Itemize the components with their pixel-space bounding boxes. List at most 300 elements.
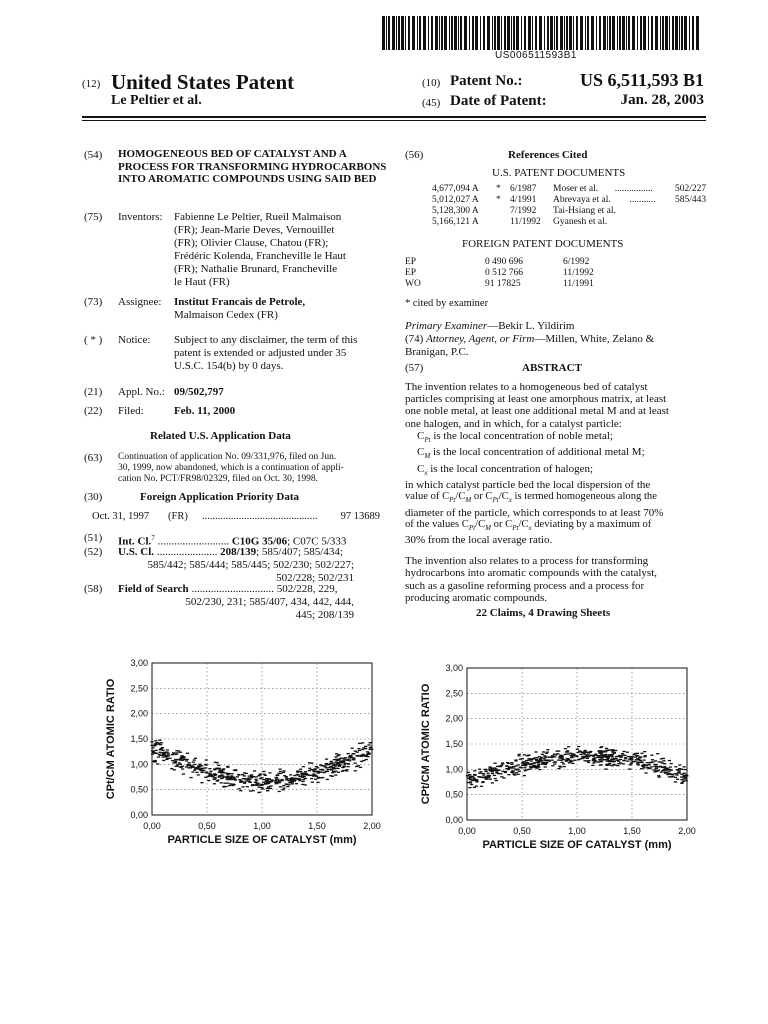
x-tick-label: 2,00 <box>678 826 696 836</box>
data-point <box>557 759 560 760</box>
data-point <box>358 750 361 751</box>
data-point <box>650 762 653 763</box>
abstract-line-6: value of $C_{Pt}/C_M$ or $C_{Pt}/C_x$ is termed homogeneous along the <box>405 491 657 505</box>
data-point <box>304 771 307 772</box>
continuation-line-2: 30, 1999, now abandoned, which is a continuation of appli- <box>118 463 344 473</box>
data-point <box>642 765 645 766</box>
data-point <box>512 767 515 768</box>
data-point <box>614 764 617 765</box>
barcode-bar <box>660 16 661 50</box>
data-point <box>362 747 365 748</box>
barcode-bar <box>535 16 537 50</box>
data-point <box>361 749 364 750</box>
barcode-bar <box>388 16 390 50</box>
notice-line-1: Subject to any disclaimer, the term of this <box>174 334 358 346</box>
data-point <box>289 774 292 775</box>
data-point <box>661 770 664 771</box>
data-point <box>475 781 478 782</box>
data-point <box>561 762 564 763</box>
data-point <box>216 762 219 763</box>
barcode-bar <box>480 16 481 50</box>
data-point <box>547 759 550 760</box>
data-point <box>156 763 159 764</box>
barcode-bar <box>454 16 457 50</box>
data-point <box>527 758 530 759</box>
data-point <box>640 753 643 754</box>
data-point <box>491 771 494 772</box>
data-point <box>517 755 520 756</box>
data-point <box>486 773 489 774</box>
data-point <box>488 775 491 776</box>
data-point <box>470 784 473 785</box>
int-cl-label: Int. Cl. <box>118 535 152 548</box>
definition-x: $C_x$ is the local concentration of halogen; <box>417 462 594 477</box>
attorney <box>405 333 705 359</box>
barcode-bar <box>603 16 606 50</box>
data-point <box>179 758 182 759</box>
data-point <box>627 756 630 757</box>
data-point <box>347 766 350 767</box>
data-point <box>579 754 582 755</box>
us-reference-name: Tai-Hsiang et al. <box>553 206 616 216</box>
data-point <box>511 772 514 773</box>
data-point <box>522 762 525 763</box>
foreign-reference-country: EP <box>405 257 417 267</box>
barcode-bar <box>560 16 563 50</box>
data-point <box>518 754 521 755</box>
data-point <box>192 767 195 768</box>
data-point <box>182 756 185 757</box>
definition-m: $C_M$ is the local concentration of additional metal M; <box>417 446 645 461</box>
barcode-bar <box>576 16 578 50</box>
data-point <box>497 773 500 774</box>
data-point <box>519 759 522 760</box>
data-point <box>662 758 665 759</box>
data-point <box>195 772 198 773</box>
data-point <box>601 757 604 758</box>
abstract-line-5: in which catalyst particle bed the local dispersion of the <box>405 478 651 491</box>
data-point <box>559 766 562 767</box>
foreign-reference-date: 11/1991 <box>563 279 594 289</box>
related-data-heading: Related U.S. Application Data <box>150 430 291 442</box>
barcode-bar <box>458 16 459 50</box>
data-point <box>205 764 208 765</box>
data-point <box>250 776 253 777</box>
data-point <box>190 765 193 766</box>
data-point <box>671 774 674 775</box>
data-point <box>241 774 244 775</box>
filed-label: Filed: <box>118 405 144 417</box>
data-point <box>197 774 200 775</box>
y-tick-label: 1,00 <box>445 764 463 775</box>
data-point <box>551 765 554 766</box>
data-point <box>651 759 654 760</box>
barcode-bar <box>681 16 683 50</box>
barcode-bar <box>497 16 500 50</box>
data-point <box>282 787 285 788</box>
data-point <box>155 753 158 754</box>
data-point <box>332 771 335 772</box>
data-point <box>646 762 649 763</box>
barcode-bar <box>622 16 625 50</box>
data-point <box>221 777 224 778</box>
code-51: (51) <box>84 532 103 544</box>
barcode-bar <box>587 16 589 50</box>
data-point <box>556 753 559 754</box>
data-point <box>606 759 609 760</box>
us-cl-block <box>118 546 354 585</box>
barcode-bar <box>672 16 674 50</box>
data-point <box>501 763 504 764</box>
barcode-bar <box>428 16 429 50</box>
code-74: (74) <box>405 333 424 345</box>
us-reference-star: * <box>496 184 501 194</box>
data-point <box>676 779 679 780</box>
data-point <box>669 766 672 767</box>
abstract-line-11: hydrocarbons into aromatic compounds with the catalyst, <box>405 567 658 580</box>
data-point <box>191 771 194 772</box>
data-point <box>654 760 657 761</box>
data-point <box>226 782 229 783</box>
data-point <box>628 758 631 759</box>
data-point <box>668 760 671 761</box>
filed-value: Feb. 11, 2000 <box>174 405 236 417</box>
data-point <box>614 750 617 751</box>
data-point <box>624 758 627 759</box>
data-point <box>330 761 333 762</box>
data-point <box>510 764 513 765</box>
data-point <box>295 783 298 784</box>
data-point <box>680 776 683 777</box>
data-point <box>238 779 241 780</box>
us-reference-name: Abrevaya et al. <box>553 195 611 205</box>
data-point <box>662 760 665 761</box>
foreign-reference-number: 91 17825 <box>485 279 521 289</box>
y-tick-label: 0,50 <box>130 784 148 795</box>
data-point <box>541 754 544 755</box>
us-reference-class: 502/227 <box>675 184 707 194</box>
data-point <box>568 762 571 763</box>
data-point <box>296 770 299 771</box>
data-point <box>154 750 157 751</box>
data-point <box>654 768 657 769</box>
data-point <box>200 782 203 783</box>
data-point <box>286 786 289 787</box>
data-point <box>179 752 182 753</box>
data-point <box>536 760 539 761</box>
data-point <box>643 751 646 752</box>
data-point <box>468 774 471 775</box>
data-point <box>521 765 524 766</box>
data-point <box>583 754 586 755</box>
data-point <box>357 765 360 766</box>
data-point <box>538 769 541 770</box>
barcode-bar <box>392 16 395 50</box>
data-point <box>576 749 579 750</box>
data-point <box>185 760 188 761</box>
data-point <box>661 763 664 764</box>
data-point <box>243 775 246 776</box>
data-point <box>678 770 681 771</box>
data-point <box>213 778 216 779</box>
data-point <box>501 771 504 772</box>
barcode-bar <box>573 16 574 50</box>
foreign-reference-country: WO <box>405 279 421 289</box>
data-point <box>206 772 209 773</box>
data-point <box>507 774 510 775</box>
x-axis-label: PARTICLE SIZE OF CATALYST (mm) <box>482 839 672 851</box>
data-point <box>523 767 526 768</box>
data-point <box>607 764 610 765</box>
barcode-bar <box>566 16 568 50</box>
data-point <box>605 748 608 749</box>
data-point <box>592 762 595 763</box>
code-54: (54) <box>84 149 103 161</box>
data-point <box>502 777 505 778</box>
y-axis-label: CPt/CM ATOMIC RATIO <box>105 678 117 800</box>
kind-code-12: (12) <box>82 78 101 90</box>
code-56: (56) <box>405 149 424 161</box>
data-point <box>217 765 220 766</box>
data-point <box>571 753 574 754</box>
data-point <box>275 783 278 784</box>
data-point <box>359 755 362 756</box>
data-point <box>246 786 249 787</box>
us-reference-dots: ................ <box>614 184 653 194</box>
us-cl-dots: ...................... <box>156 546 218 558</box>
data-point <box>266 790 269 791</box>
data-point <box>491 782 494 783</box>
data-point <box>347 763 350 764</box>
data-point <box>332 768 335 769</box>
continuation-text <box>118 452 386 485</box>
x-tick-label: 0,50 <box>513 826 531 836</box>
data-point <box>342 761 345 762</box>
data-point <box>633 761 636 762</box>
data-point <box>587 760 590 761</box>
data-point <box>280 779 283 780</box>
data-point <box>621 753 624 754</box>
foreign-reference-country: EP <box>405 268 417 278</box>
data-point <box>656 753 659 754</box>
data-point <box>266 788 269 789</box>
data-point <box>489 767 492 768</box>
data-point <box>585 751 588 752</box>
data-point <box>577 746 580 747</box>
us-cl-label: U.S. Cl. <box>118 546 155 558</box>
data-point <box>208 768 211 769</box>
data-point <box>334 774 337 775</box>
data-point <box>261 788 264 789</box>
data-point <box>482 774 485 775</box>
barcode-bar <box>444 16 447 50</box>
data-point <box>609 756 612 757</box>
data-point <box>313 769 316 770</box>
data-point <box>514 759 517 760</box>
data-point <box>327 769 330 770</box>
data-point <box>279 771 282 772</box>
data-point <box>636 755 639 756</box>
data-point <box>532 758 535 759</box>
data-point <box>537 764 540 765</box>
data-point <box>512 774 515 775</box>
notice-text <box>174 334 386 373</box>
data-point <box>234 779 237 780</box>
data-point <box>291 783 294 784</box>
data-point <box>244 778 247 779</box>
data-point <box>308 768 311 769</box>
data-point <box>550 760 553 761</box>
barcode-bar <box>651 16 653 50</box>
data-point <box>512 766 515 767</box>
data-point <box>544 757 547 758</box>
data-point <box>343 764 346 765</box>
data-point <box>565 751 568 752</box>
data-point <box>232 784 235 785</box>
data-point <box>187 767 190 768</box>
data-point <box>264 783 267 784</box>
data-point <box>484 769 487 770</box>
data-point <box>310 769 313 770</box>
barcode-bar <box>449 16 450 50</box>
data-point <box>491 773 494 774</box>
data-point <box>674 773 677 774</box>
data-point <box>536 766 539 767</box>
data-point <box>657 770 660 771</box>
data-point <box>199 769 202 770</box>
barcode-bar <box>382 16 385 50</box>
data-point <box>332 762 335 763</box>
data-point <box>325 771 328 772</box>
x-tick-label: 1,50 <box>308 821 326 831</box>
data-point <box>187 762 190 763</box>
data-point <box>590 755 593 756</box>
data-point <box>247 779 250 780</box>
y-tick-label: 2,50 <box>445 688 463 699</box>
data-point <box>473 774 476 775</box>
y-tick-label: 2,00 <box>445 713 463 724</box>
data-point <box>544 764 547 765</box>
attorney-name: —Millen, White, Zelano & <box>534 333 655 345</box>
data-point <box>278 782 281 783</box>
data-point <box>579 758 582 759</box>
data-point <box>617 763 620 764</box>
data-point <box>193 769 196 770</box>
continuation-line-1: Continuation of application No. 09/331,976, filed on Jun. <box>118 452 337 462</box>
data-point <box>325 758 328 759</box>
barcode-bar <box>460 16 462 50</box>
data-point <box>646 764 649 765</box>
data-point <box>495 771 498 772</box>
data-point <box>494 778 497 779</box>
data-point <box>306 774 309 775</box>
us-reference-name: Gyanesh et al. <box>553 217 608 227</box>
data-point <box>617 761 620 762</box>
data-point <box>663 769 666 770</box>
barcode-bar <box>483 16 485 50</box>
data-point <box>611 765 614 766</box>
data-point <box>213 779 216 780</box>
data-point <box>213 783 216 784</box>
data-point <box>622 754 625 755</box>
data-point <box>596 755 599 756</box>
data-point <box>550 757 553 758</box>
data-point <box>233 770 236 771</box>
data-point <box>632 754 635 755</box>
data-point <box>493 767 496 768</box>
data-point <box>329 775 332 776</box>
data-point <box>497 766 500 767</box>
us-reference-dots: ........... <box>629 195 656 205</box>
data-point <box>678 772 681 773</box>
foreign-reference-date: 11/1992 <box>563 268 594 278</box>
us-reference-class: 585/443 <box>675 195 707 205</box>
foreign-patents-heading: FOREIGN PATENT DOCUMENTS <box>462 238 624 250</box>
data-point <box>546 749 549 750</box>
data-point <box>352 753 355 754</box>
us-reference-star: * <box>496 195 501 205</box>
foreign-reference-number: 0 490 696 <box>485 257 523 267</box>
data-point <box>639 760 642 761</box>
abstract-line-7: diameter of the particle, which corresponds to at least 70% <box>405 506 664 519</box>
data-point <box>354 770 357 771</box>
data-point <box>564 748 567 749</box>
barcode-bar <box>501 16 502 50</box>
data-point <box>231 777 234 778</box>
y-tick-label: 0,00 <box>130 810 148 820</box>
data-point <box>167 754 170 755</box>
data-point <box>227 774 230 775</box>
us-patents-heading: U.S. PATENT DOCUMENTS <box>492 167 626 179</box>
barcode-bar <box>504 16 506 50</box>
data-point <box>345 770 348 771</box>
date-label: Date of Patent: <box>450 93 547 109</box>
data-point <box>604 751 607 752</box>
data-point <box>325 764 328 765</box>
data-point <box>578 750 581 751</box>
data-point <box>222 768 225 769</box>
data-point <box>515 772 518 773</box>
data-point <box>658 776 661 777</box>
data-point <box>643 767 646 768</box>
code-63: (63) <box>84 452 103 464</box>
barcode-bar <box>464 16 467 50</box>
data-point <box>301 781 304 782</box>
abstract-heading: ABSTRACT <box>522 362 582 374</box>
barcode-bar <box>643 16 646 50</box>
data-point <box>268 772 271 773</box>
data-point <box>504 772 507 773</box>
cited-by-examiner: * cited by examiner <box>405 298 489 309</box>
data-point <box>254 779 257 780</box>
abstract-line-8: of the values $C_{Pt}/C_M$ or $C_{Pt}/C_x$ deviating by a maximum of <box>405 518 652 532</box>
data-point <box>213 768 216 769</box>
data-point <box>512 770 515 771</box>
data-point <box>174 761 177 762</box>
data-point <box>202 770 205 771</box>
data-point <box>209 771 212 772</box>
barcode-bar <box>507 16 510 50</box>
data-point <box>650 766 653 767</box>
data-point <box>176 752 179 753</box>
patent-type-title: United States Patent <box>111 70 295 94</box>
data-point <box>485 779 488 780</box>
data-point <box>310 778 313 779</box>
priority-dots: ............................................ <box>202 511 318 522</box>
data-point <box>369 742 372 743</box>
data-point <box>358 743 361 744</box>
abstract-line-13: producing aromatic compounds. <box>405 591 548 604</box>
